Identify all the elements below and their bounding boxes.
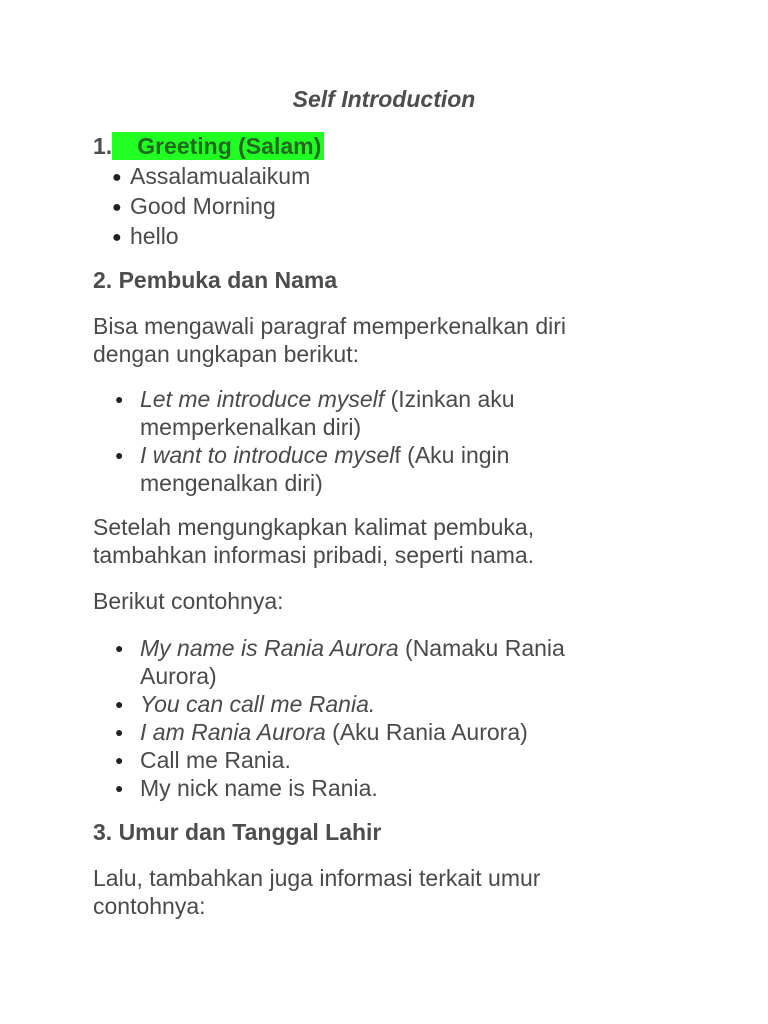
list-item: ● hello [112, 221, 179, 253]
bullet-icon: ● [112, 229, 122, 246]
bullet-icon: ● [115, 752, 124, 768]
paragraph-line: Lalu, tambahkan juga informasi terkait umur [93, 865, 541, 891]
bullet-icon: ● [115, 724, 124, 740]
section-2-heading: 2. Pembuka dan Nama [93, 267, 338, 293]
paragraph-line: dengan ungkapan berikut: [93, 341, 359, 367]
bullet-icon: ● [115, 447, 124, 463]
paragraph-line: Berikut contohnya: [93, 588, 284, 614]
paragraph-line: contohnya: [93, 893, 206, 919]
paragraph-line: Setelah mengungkapkan kalimat pembuka, [93, 514, 535, 540]
bullet-icon: ● [115, 696, 124, 712]
section-1-highlighted-heading: Greeting (Salam) [112, 132, 324, 160]
paragraph-line: tambahkan informasi pribadi, seperti nama. [93, 542, 535, 568]
paragraph-line: Bisa mengawali paragraf memperkenalkan diri [93, 313, 567, 339]
section-1-number: 1. [93, 133, 113, 159]
list-item: ● Assalamualaikum [112, 161, 310, 193]
bullet-icon: ● [112, 199, 122, 216]
bullet-icon: ● [115, 780, 124, 796]
section-3-heading: 3. Umur dan Tanggal Lahir [93, 819, 382, 845]
bullet-icon: ● [112, 169, 122, 186]
section-1-heading [93, 133, 324, 160]
page-title: Self Introduction [292, 86, 476, 112]
bullet-icon: ● [115, 391, 124, 407]
list-item: ● Good Morning [112, 191, 276, 223]
bullet-icon: ● [115, 640, 124, 656]
